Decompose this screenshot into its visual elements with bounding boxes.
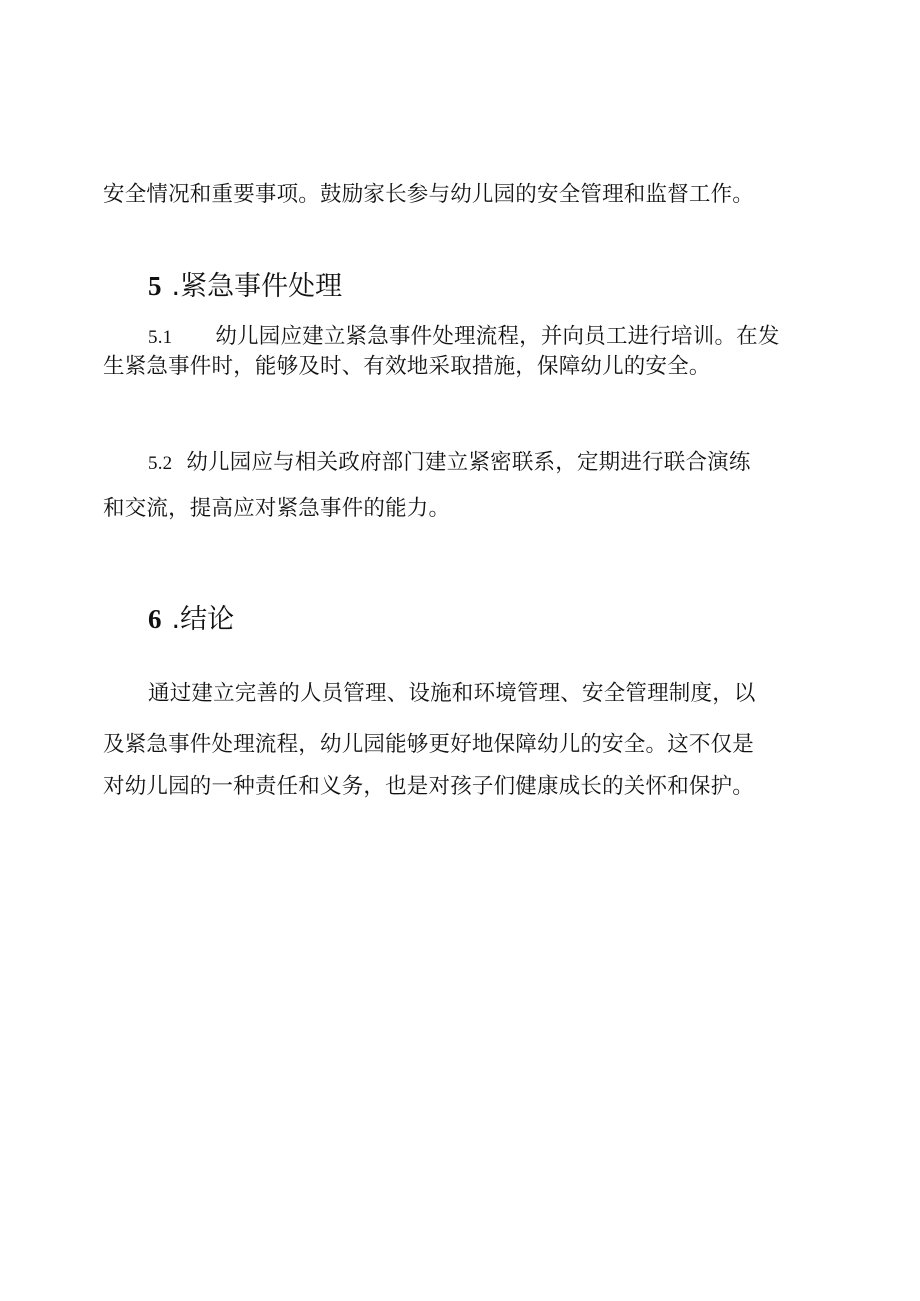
conclusion-line-2: 及紧急事件处理流程，幼儿园能够更好地保障幼儿的安全。这不仅是 xyxy=(103,732,755,757)
section-6-heading xyxy=(148,602,234,637)
paragraph-5-2-line-1 xyxy=(148,448,751,479)
section-5-heading xyxy=(148,269,342,304)
section-6-number: 6 xyxy=(148,604,162,634)
section-5-number: 5 xyxy=(148,271,162,301)
paragraph-5-2-text-1: 幼儿园应与相关政府部门建立紧密联系，定期进行联合演练 xyxy=(186,450,751,475)
conclusion-line-3: 对幼儿园的一种责任和义务，也是对孩子们健康成长的关怀和保护。 xyxy=(103,774,755,799)
paragraph-5-1-line-2: 生紧急事件时，能够及时、有效地采取措施，保障幼儿的安全。 xyxy=(103,354,711,379)
paragraph-5-2-number: 5.2 xyxy=(148,453,173,474)
conclusion-line-1: 通过建立完善的人员管理、设施和环境管理、安全管理制度，以 xyxy=(148,681,756,706)
section-5-title: .紧急事件处理 xyxy=(171,271,343,302)
paragraph-5-1-text-1: 幼儿园应建立紧急事件处理流程，并向员工进行培训。在发 xyxy=(215,324,780,349)
section-6-title: .结论 xyxy=(171,604,235,635)
paragraph-5-1-line-1 xyxy=(148,322,780,353)
paragraph-5-2-line-2: 和交流，提高应对紧急事件的能力。 xyxy=(103,496,451,521)
intro-paragraph-line: 安全情况和重要事项。鼓励家长参与幼儿园的安全管理和监督工作。 xyxy=(103,182,755,207)
paragraph-5-1-number: 5.1 xyxy=(148,327,173,348)
